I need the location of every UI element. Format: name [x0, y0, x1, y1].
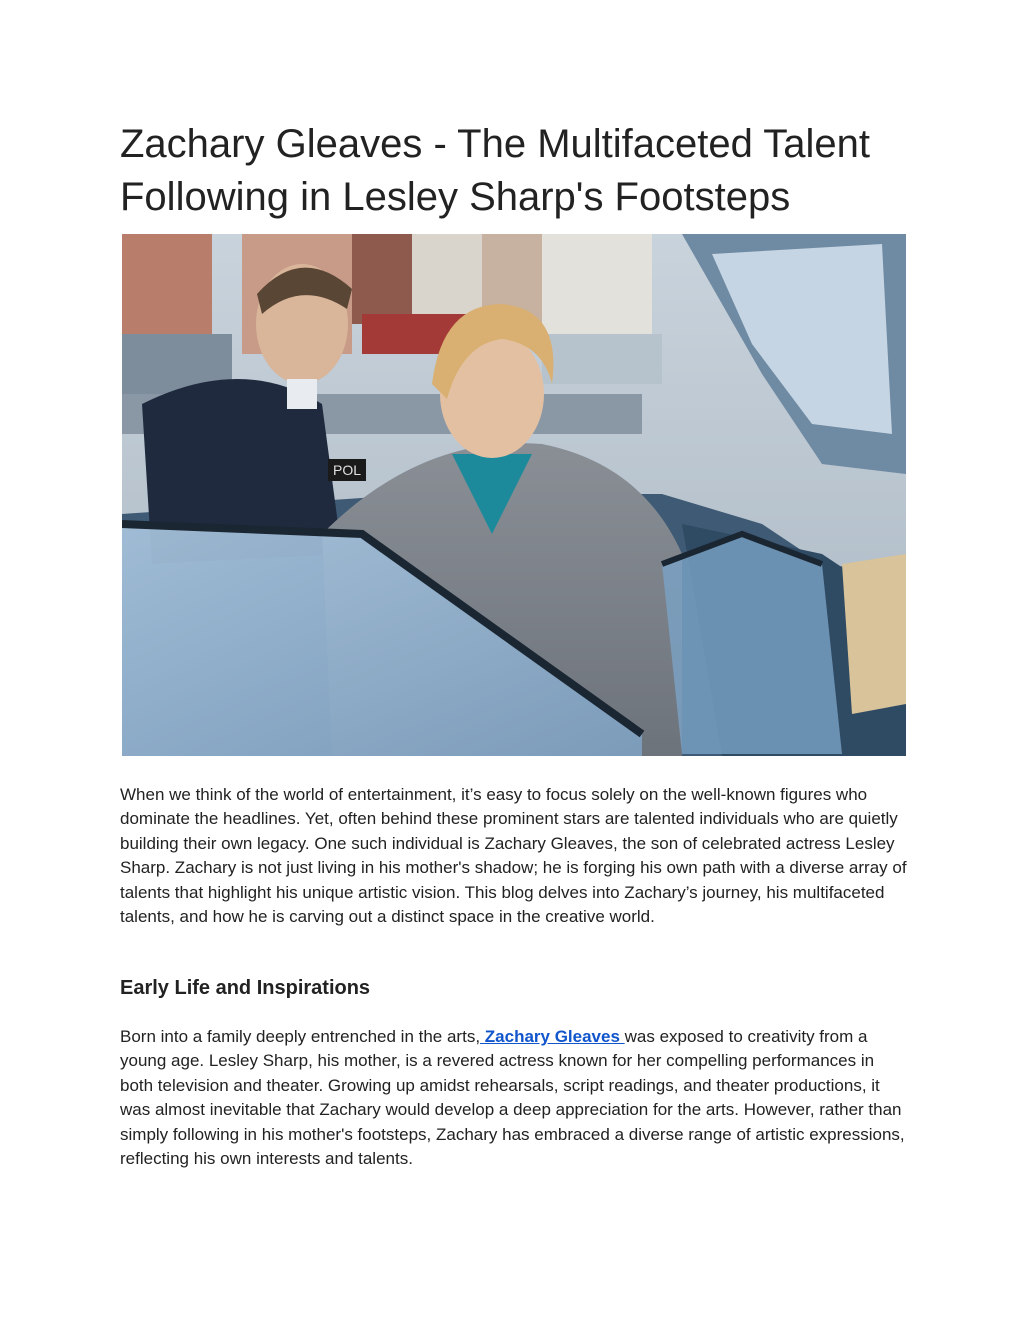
article-title: Zachary Gleaves - The Multifaceted Talent Following in Lesley Sharp's Footsteps: [120, 122, 870, 219]
badge-text: POL: [332, 462, 362, 478]
hero-photo: [122, 234, 906, 756]
intro-paragraph: When we think of the world of entertainment, it’s easy to focus solely on the well-known figures who dominate the headlines. Yet, often behind these prominent stars are talented individuals who are quietly building their own legacy. One such individual is Zachary Gleaves, the son of celebrated actress Lesley Sharp. Zachary is not just living in his mother's shadow; he is forging his own path with a diverse array of talents that highlight his unique artistic vision. This blog delves into Zachary’s journey, his multifaceted talents, and how he is carving out a distinct space in the creative world.: [120, 785, 907, 927]
section-heading: Early Life and Inspirations: [120, 977, 371, 999]
paragraph-text-after-link: was exposed to creativity from a young age. Lesley Sharp, his mother, is a revered actress known for her compelling performances in both television and theater. Growing up amidst rehearsals, script readings, and theater productions, it was almost inevitable that Zachary would develop a deep appreciation for the arts. However, rather than simply following in his mother's footsteps, Zachary has embraced a diverse range of artistic expressions, reflecting his own interests and talents.: [120, 1027, 905, 1169]
section-paragraph: [120, 1025, 910, 1171]
zachary-gleaves-link[interactable]: Zachary Gleaves: [480, 1027, 625, 1046]
paragraph-text-before-link: Born into a family deeply entrenched in the arts,: [120, 1027, 481, 1046]
hero-photo-illustration: [122, 234, 906, 756]
